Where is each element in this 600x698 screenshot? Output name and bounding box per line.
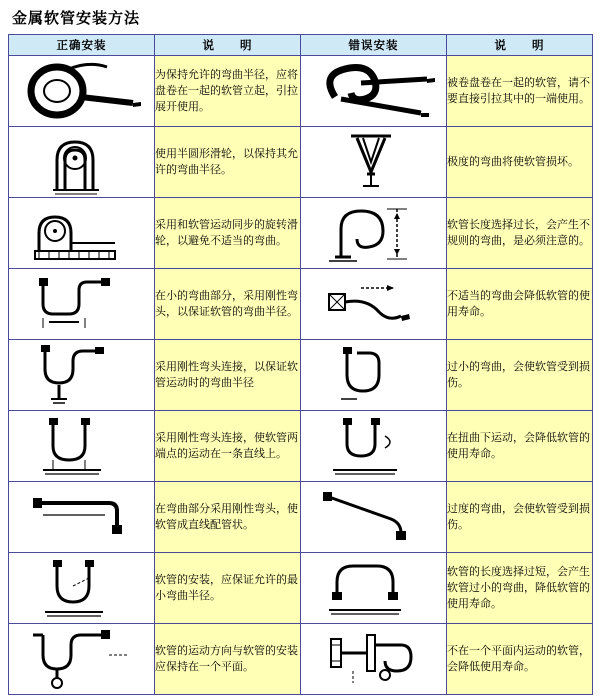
- description-cell-wrong: 不在一个平面内运动的软管，会降低使用寿命。: [447, 624, 593, 695]
- figure-cell-correct: [9, 411, 155, 482]
- rigid-elbow-straight-piping-icon: [9, 483, 153, 551]
- figure-cell-wrong: [301, 340, 447, 411]
- table-row: [9, 56, 593, 127]
- table-row: [9, 553, 593, 624]
- description-cell-wrong: 软管长度选择过长，会产生不规则的弯曲，是必须注意的。: [447, 198, 593, 269]
- description-cell-correct: 在弯曲部分采用刚性弯头，使软管成直线配管状。: [155, 482, 301, 553]
- rigid-elbow-both-ends-straight-line-icon: [9, 412, 153, 480]
- header-correct-installation: 正确安装: [9, 35, 155, 56]
- figure-cell-correct: [9, 553, 155, 624]
- synchronized-rotating-pulley-icon: [9, 199, 153, 267]
- description-cell-wrong: 被卷盘卷在一起的软管，请不要直接引拉其中的一端使用。: [447, 56, 593, 127]
- figure-cell-wrong: [301, 482, 447, 553]
- improper-bend-reduces-life-icon: [301, 270, 445, 338]
- too-small-bend-damage-icon: [301, 341, 445, 409]
- header-wrong-installation: 错误安装: [301, 35, 447, 56]
- description-cell-correct: 采用刚性弯头连接，使软管两端点的运动在一条直线上。: [155, 411, 301, 482]
- figure-cell-correct: [9, 340, 155, 411]
- figure-cell-correct: [9, 127, 155, 198]
- figure-cell-wrong: [301, 56, 447, 127]
- description-cell-correct: 使用半圆形滑轮，以保持其允许的弯曲半径。: [155, 127, 301, 198]
- figure-cell-wrong: [301, 127, 447, 198]
- figure-cell-correct: [9, 624, 155, 695]
- table-row: [9, 198, 593, 269]
- description-cell-correct: 采用刚性弯头连接，以保证软管运动时的弯曲半径: [155, 340, 301, 411]
- description-cell-wrong: 极度的弯曲将使软管损坏。: [447, 127, 593, 198]
- description-cell-wrong: 在扭曲下运动，会降低软管的使用寿命。: [447, 411, 593, 482]
- description-cell-wrong: 过度的弯曲，会使软管受到损伤。: [447, 482, 593, 553]
- figure-cell-correct: [9, 56, 155, 127]
- description-cell-wrong: 软管的长度选择过短，会产生软管过小的弯曲，降低软管的使用寿命。: [447, 553, 593, 624]
- table-row: [9, 624, 593, 695]
- figure-cell-correct: [9, 269, 155, 340]
- figure-cell-wrong: [301, 624, 447, 695]
- description-cell-correct: 软管的运动方向与软管的安装应保持在一个平面。: [155, 624, 301, 695]
- description-cell-wrong: 不适当的弯曲会降低软管的使用寿命。: [447, 269, 593, 340]
- page-title: 金属软管安装方法: [12, 9, 141, 27]
- header-wrong-description: 说 明: [447, 35, 593, 56]
- coiled-hose-pulled-from-middle-icon: [301, 57, 445, 125]
- rigid-elbow-connection-u-bend-icon: [9, 341, 153, 409]
- too-long-hose-small-bend-icon: [301, 554, 445, 622]
- table-row: [9, 127, 593, 198]
- figure-cell-wrong: [301, 198, 447, 269]
- table-header-row: [9, 35, 593, 56]
- torsional-movement-u-hose-icon: [301, 412, 445, 480]
- description-cell-correct: 在小的弯曲部分，采用刚性弯头，以保证软管的弯曲半径。: [155, 269, 301, 340]
- description-cell-correct: 为保持允许的弯曲半径，应将盘卷在一起的软管立起，引拉展开使用。: [155, 56, 301, 127]
- out-of-plane-motion-icon: [301, 625, 445, 693]
- figure-cell-wrong: [301, 411, 447, 482]
- description-cell-wrong: 过小的弯曲，会使软管受到损伤。: [447, 340, 593, 411]
- excessive-bend-damage-icon: [301, 483, 445, 551]
- table-row: [9, 411, 593, 482]
- figure-cell-wrong: [301, 553, 447, 624]
- header-correct-description: 说 明: [155, 35, 301, 56]
- figure-cell-correct: [9, 198, 155, 269]
- motion-plane-aligned-icon: [9, 625, 153, 693]
- table-row: [9, 482, 593, 553]
- semicircular-sheave-pulley-icon: [9, 128, 153, 196]
- description-cell-correct: 软管的安装，应保证允许的最小弯曲半径。: [155, 553, 301, 624]
- minimum-bend-radius-install-icon: [9, 554, 153, 622]
- hose-installation-table: [8, 34, 593, 695]
- table-row: [9, 340, 593, 411]
- sharp-v-bend-hose-icon: [301, 128, 445, 196]
- rigid-elbow-at-small-bend-icon: [9, 270, 153, 338]
- figure-cell-correct: [9, 482, 155, 553]
- description-cell-correct: 采用和软管运动同步的旋转滑轮，以避免不适当的弯曲。: [155, 198, 301, 269]
- coiled-hose-standing-upright-icon: [9, 57, 153, 125]
- over-long-hose-irregular-bend-icon: [301, 199, 445, 267]
- figure-cell-wrong: [301, 269, 447, 340]
- table-row: [9, 269, 593, 340]
